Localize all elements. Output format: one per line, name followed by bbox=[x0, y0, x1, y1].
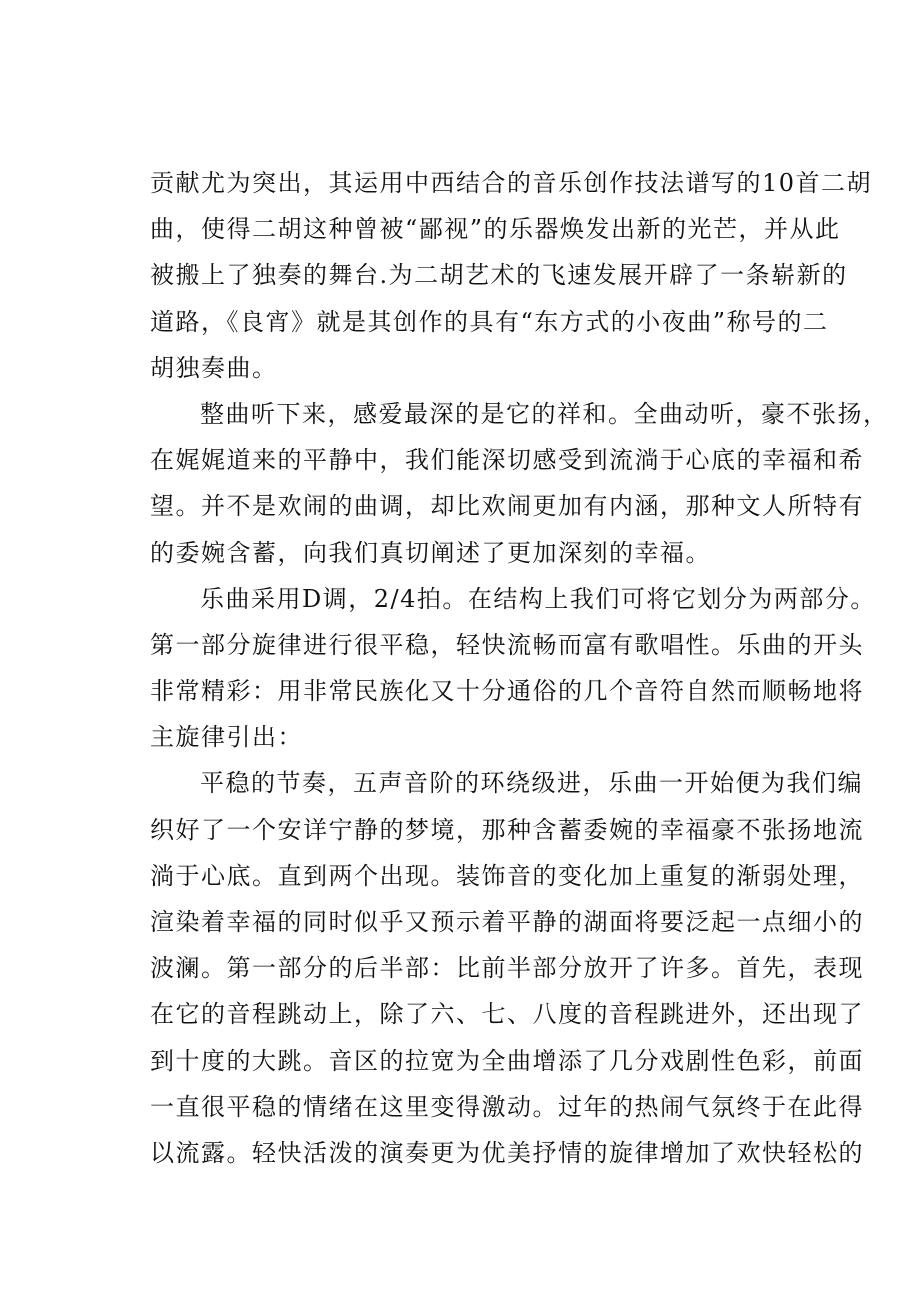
text-line: 织好了一个安详宁静的梦境，那种含蓄委婉的幸福豪不张扬地流 bbox=[150, 815, 864, 844]
text-line: 到十度的大跳。音区的拉宽为全曲增添了几分戏剧性色彩，前面 bbox=[150, 1046, 864, 1075]
text-line: 主旋律引出： bbox=[150, 723, 303, 752]
paragraph-3 bbox=[150, 576, 876, 761]
text-line: 乐曲采用D调，2/4拍。在结构上我们可将它划分为两部分。 bbox=[200, 584, 876, 613]
paragraph-1 bbox=[150, 160, 873, 391]
text-line: 渲染着幸福的同时似乎又预示着平静的湖面将要泛起一点细小的 bbox=[150, 908, 864, 936]
paragraph-4 bbox=[150, 760, 864, 1176]
text-line: 第一部分旋律进行很平稳，轻快流畅而富有歌唱性。乐曲的开头 bbox=[150, 630, 864, 659]
text-line: 曲，使得二胡这种曾被“鄙视”的乐器焕发出新的光芒，并从此 bbox=[150, 215, 841, 244]
text-line: 在它的音程跳动上，除了六、七、八度的音程跳进外，还出现了 bbox=[150, 1000, 864, 1029]
text-line: 在娓娓道来的平静中，我们能深切感受到流淌于心底的幸福和希 bbox=[150, 446, 864, 475]
text-line: 以流露。轻快活泼的演奏更为优美抒情的旋律增加了欢快轻松的 bbox=[150, 1138, 864, 1167]
text-line: 贡献尤为突出，其运用中西结合的音乐创作技法谱写的10首二胡 bbox=[150, 169, 873, 197]
text-line: 非常精彩：用非常民族化又十分通俗的几个音符自然而顺畅地将 bbox=[150, 677, 864, 706]
text-line: 道路，《良宵》就是其创作的具有“东方式的小夜曲”称号的二 bbox=[150, 307, 829, 336]
text-line: 淌于心底。直到两个出现。装饰音的变化加上重复的渐弱处理， bbox=[150, 861, 864, 890]
text-line: 望。并不是欢闹的曲调，却比欢闹更加有内涵，那种文人所特有 bbox=[150, 492, 864, 521]
text-line: 一直很平稳的情绪在这里变得激动。过年的热闹气氛终于在此得 bbox=[150, 1092, 864, 1121]
text-line: 整曲听下来，感爱最深的是它的祥和。全曲动听，豪不张扬， bbox=[200, 399, 889, 428]
text-line: 波澜。第一部分的后半部：比前半部分放开了许多。首先，表现 bbox=[150, 954, 864, 983]
body-text bbox=[150, 160, 889, 1176]
text-line: 被搬上了独奏的舞台.为二胡艺术的飞速发展开辟了一条崭新的 bbox=[150, 261, 848, 290]
paragraph-2 bbox=[150, 391, 889, 576]
text-line: 胡独奏曲。 bbox=[150, 353, 278, 382]
text-line: 的委婉含蓄，向我们真切阐述了更加深刻的幸福。 bbox=[150, 538, 711, 567]
text-line: 平稳的节奏，五声音阶的环绕级进，乐曲一开始便为我们编 bbox=[200, 769, 863, 798]
